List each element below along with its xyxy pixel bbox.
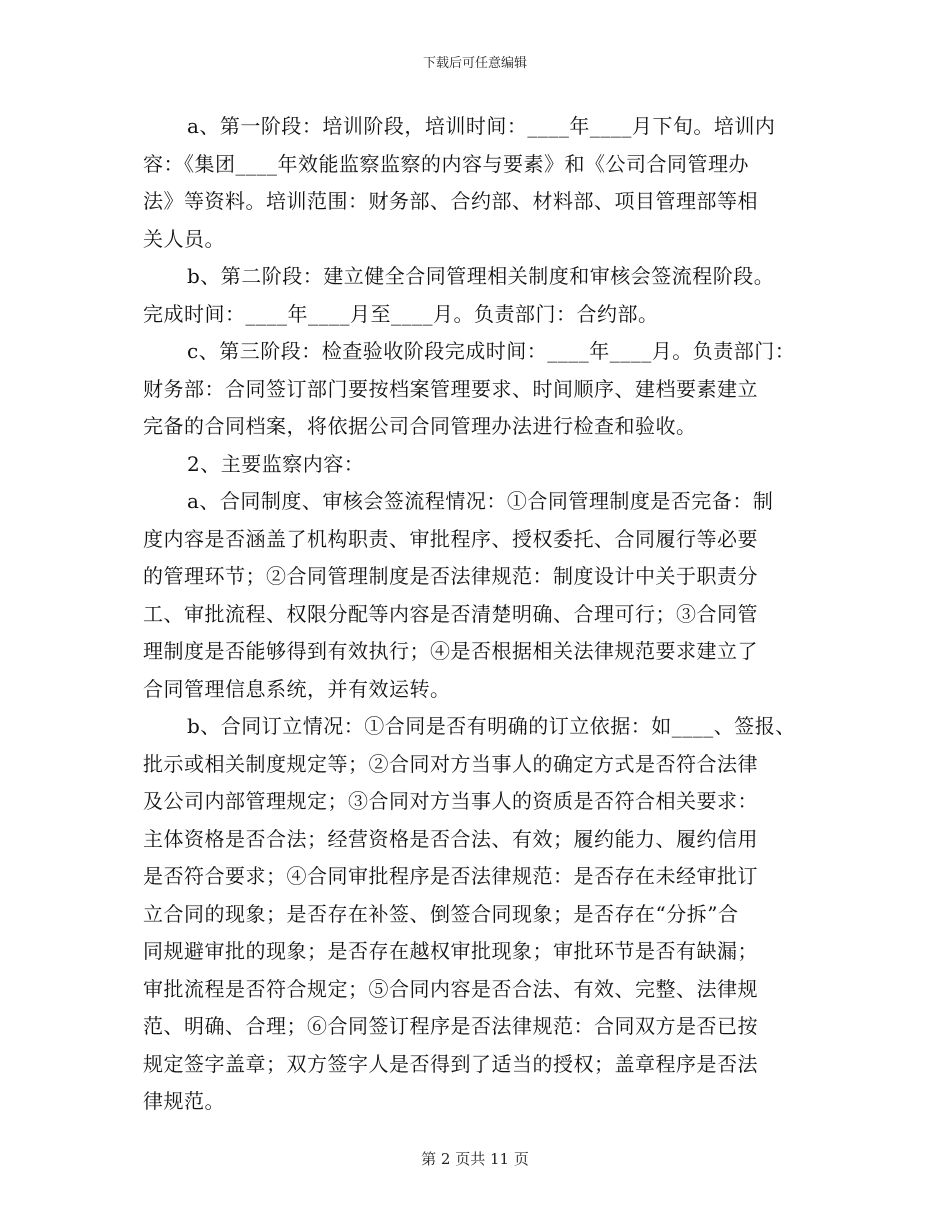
paragraph-line: a、第一阶段：培训阶段，培训时间：____年____月下旬。培训内 <box>187 114 776 138</box>
document-body <box>143 108 813 1121</box>
page-number: 第 2 页共 11 页 <box>421 1150 529 1168</box>
paragraph-line: 容：《集团____年效能监察监察的内容与要素》和《公司合同管理办 <box>143 151 749 176</box>
section-heading: 2、主要监察内容： <box>187 451 365 476</box>
paragraph-line: 律规范。 <box>143 1089 225 1113</box>
paragraph-line: 关人员。 <box>143 226 225 251</box>
paragraph-line: 法》等资料。培训范围：财务部、合约部、材料部、项目管理部等相 <box>143 189 758 213</box>
paragraph-line: 工、审批流程、权限分配等内容是否清楚明确、合理可行；③合同管 <box>143 601 758 626</box>
paragraph-line: 主体资格是否合法；经营资格是否合法、有效；履约能力、履约信用 <box>143 826 758 851</box>
paragraph-line: b、合同订立情况：①合同是否有明确的订立依据：如____、签报、 <box>187 714 796 738</box>
paragraph-line: a、合同制度、审核会签流程情况：①合同管理制度是否完备：制 <box>187 489 774 513</box>
paragraph-line: 审批流程是否符合规定；⑤合同内容是否合法、有效、完整、法律规 <box>143 976 758 1001</box>
paragraph-line: 同规避审批的现象；是否存在越权审批现象；审批环节是否有缺漏； <box>143 939 758 963</box>
paragraph-line: 理制度是否能够得到有效执行；④是否根据相关法律规范要求建立了 <box>143 639 758 663</box>
paragraph-line: 合同管理信息系统，并有效运转。 <box>143 676 451 701</box>
paragraph-line: 及公司内部管理规定；③合同对方当事人的资质是否符合相关要求： <box>143 789 758 813</box>
paragraph-line: 度内容是否涵盖了机构职责、审批程序、授权委托、合同履行等必要 <box>143 526 758 551</box>
paragraph-line: b、第二阶段：建立健全合同管理相关制度和审核会签流程阶段。 <box>187 264 775 288</box>
paragraph-line: 完成时间：____年____月至____月。负责部门：合约部。 <box>143 301 659 326</box>
paragraph-line: 财务部：合同签订部门要按档案管理要求、时间顺序、建档要素建立 <box>143 376 758 401</box>
paragraph-line: 批示或相关制度规定等；②合同对方当事人的确定方式是否符合法律 <box>143 751 758 776</box>
paragraph-line: 立合同的现象；是否存在补签、倒签合同现象；是否存在“分拆”合 <box>143 901 739 926</box>
paragraph-line: 完备的合同档案，将依据公司合同管理办法进行检查和验收。 <box>143 414 697 438</box>
page-header: 下载后可任意编辑 <box>422 56 527 71</box>
paragraph-line: 规定签字盖章；双方签字人是否得到了适当的授权；盖章程序是否法 <box>143 1051 758 1076</box>
paragraph-line: 的管理环节；②合同管理制度是否法律规范：制度设计中关于职责分 <box>143 564 758 588</box>
paragraph-line: 是否符合要求；④合同审批程序是否法律规范：是否存在未经审批订 <box>143 864 758 888</box>
paragraph-line: 范、明确、合理；⑥合同签订程序是否法律规范：合同双方是否已按 <box>143 1014 758 1038</box>
paragraph-line: c、第三阶段：检查验收阶段完成时间：____年____月。负责部门： <box>187 339 796 363</box>
